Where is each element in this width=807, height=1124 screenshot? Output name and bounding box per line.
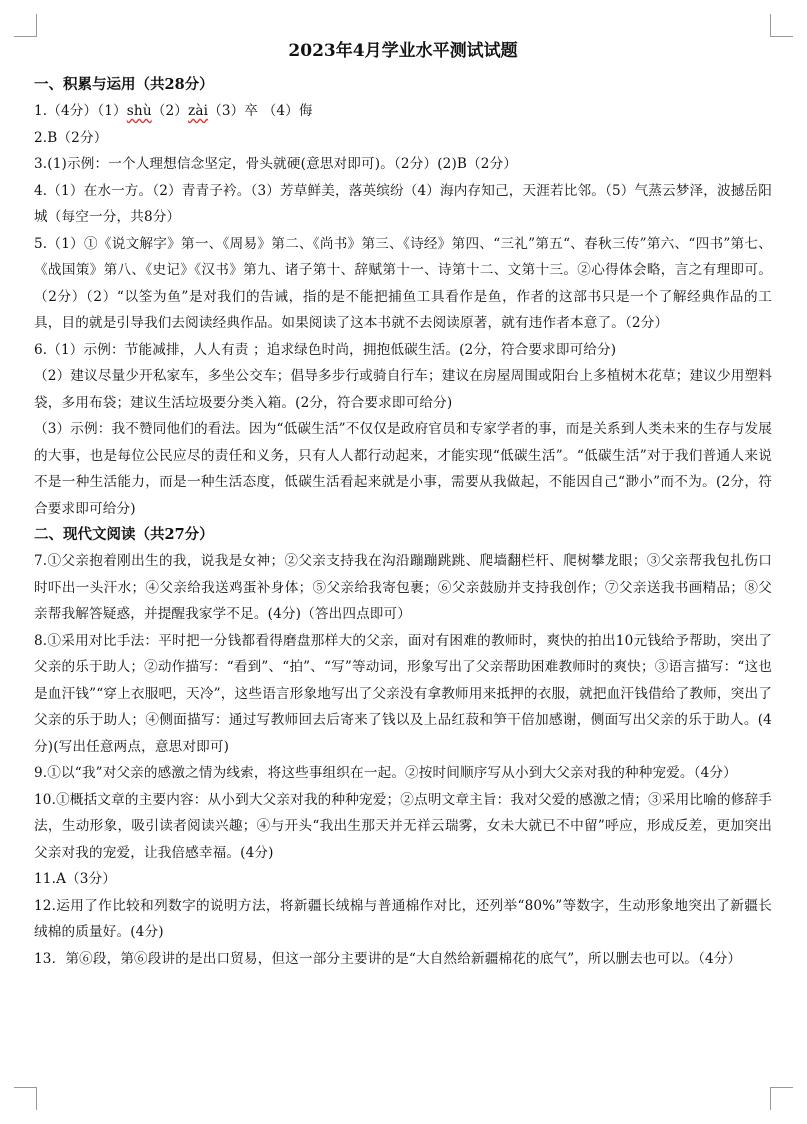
answer-q8: 8.①采用对比手法：平时把一分钱都看得磨盘那样大的父亲，面对有困难的教师时，爽快的拍出10元钱给予帮助，突出了父亲的乐于助人；②动作描写：“看到”、“拍”、“写”等动词，形象写出了父亲帮助困难教师时的爽快；③语言描写：“这也是血汗钱”“穿上衣服吧，天冷”，这些语言形象地写出了父亲没有拿教师用来抵押的衣服，就把血汗钱借给了教师，突出了父亲的乐于助人；④侧面描写：通过写教师回去后寄来了钱以及上品红菽和笋干倍加感谢，侧面写出父亲的乐于助人。(4分)(写出任意两点，意思对即可) [34, 632, 772, 755]
answer-q10: 10.①概括文章的主要内容：从小到大父亲对我的种种宠爱；②点明文章主旨：我对父爱的感激之情；③采用比喻的修辞手法，生动形象，吸引读者阅读兴趣；④与开头“我出生那天并无祥云瑞雾，女未大就已不中留”呼应，形成反差，更加突出父亲对我的宠爱，让我倍感幸福。(4分) [34, 791, 772, 861]
q1-suffix: （3）卒 （4）侮 [208, 103, 313, 119]
answer-q11: 11.A（3分） [34, 871, 117, 887]
answer-q2: 2.B（2分） [34, 129, 108, 146]
q1-pinyin-2: zài [188, 103, 209, 119]
q1-mid: （2） [151, 103, 189, 119]
crop-mark-bottom-right [770, 1087, 793, 1110]
answer-q7: 7.①父亲抱着刚出生的我，说我是女神；②父亲支持我在沟沿蹦蹦跳跳、爬墙翻栏杆、爬树攀龙眼；③父亲帮我包扎伤口时吓出一头汗水；④父亲给我送鸡蛋补身体；⑤父亲给我寄包裹；⑥父亲鼓励并支持我创作；⑦父亲送我书画精品；⑧父亲帮我解答疑惑，并提醒我家学不足。(4分)（答出四点即可） [34, 553, 772, 622]
answer-q6-1: 6.（1）示例：节能减排，人人有责 ；追求绿色时尚，拥抱低碳生活。(2分，符合要求即可给分) [34, 341, 617, 358]
crop-mark-top-right [770, 14, 793, 37]
answer-q1 [34, 98, 772, 125]
answer-q6-2: （2）建议尽量少开私家车，多坐公交车；倡导多步行或骑自行车；建议在房屋周围或阳台上多植树木花草；建议少用塑料袋，多用布袋；建议生活垃圾要分类入箱。(2分，符合要求即可给分) [34, 368, 772, 411]
q1-pinyin-1: shù [126, 103, 152, 119]
answer-q6-3: （3）示例：我不赞同他们的看法。因为“低碳生活”不仅仅是政府官员和专家学者的事，而是关系到人类未来的生存与发展的大事，也是每位公民应尽的责任和义务，只有人人都行动起来，才能实现“低碳生活”。“低碳生活”对于我们普通人来说不是一种生活能力，而是一种生活态度，低碳生活看起来就是小事，需要从我做起，不能因自己“渺小”而不为。(2分，符合要求即可给分) [34, 421, 772, 517]
answer-q3: 3.(1)示例：一个人理想信念坚定，骨头就硬(意思对即可)。（2分）(2)B（2分） [34, 156, 518, 172]
section-heading-1: 一、积累与运用（共28分） [34, 76, 214, 93]
q1-prefix: 1.（4分）（1） [34, 103, 127, 119]
answer-q13: 13．第⑥段，第⑥段讲的是出口贸易，但这一部分主要讲的是“大自然给新疆棉花的底气”，所以删去也可以。（4分） [34, 950, 742, 967]
answer-q5: 5.（1）①《说文解字》第一、《周易》第二、《尚书》第三、《诗经》第四、“三礼”第五“、春秋三传”第六、“四书”第七、《战国策》第八、《史记》《汉书》第九、诸子第十、辞赋第十一、诗第十二、文第十三。②心得体会略，言之有理即可。（2分）（2）“以筌为鱼”是对我们的告诫，指的是不能把捕鱼工具看作是鱼，作者的这部书只是一个了解经典作品的工具，目的就是引导我们去阅读经典作品。如果阅读了这本书就不去阅读原著，就有违作者本意了。（2分） [34, 235, 772, 331]
page-title: 2023年4月学业水平测试试题 [288, 41, 518, 61]
answer-q9: 9.①以“我”对父亲的感激之情为线索，将这些事组织在一起。②按时间顺序写从小到大父亲对我的种种宠爱。（4分） [34, 765, 737, 781]
answer-q12: 12.运用了作比较和列数字的说明方法，将新疆长绒棉与普通棉作对比，还列举“80%”等数字，生动形象地突出了新疆长绒棉的质量好。(4分) [34, 897, 772, 940]
crop-mark-bottom-left [14, 1087, 37, 1110]
section-heading-2: 二、现代文阅读（共27分） [34, 526, 214, 543]
answer-document [34, 40, 772, 972]
crop-mark-top-left [14, 14, 37, 37]
answer-q4: 4.（1）在水一方。（2）青青子衿。（3）芳草鲜美，落英缤纷（4）海内存知己，天涯若比邻。（5）气蒸云梦泽，波撼岳阳城（每空一分，共8分） [34, 182, 772, 225]
